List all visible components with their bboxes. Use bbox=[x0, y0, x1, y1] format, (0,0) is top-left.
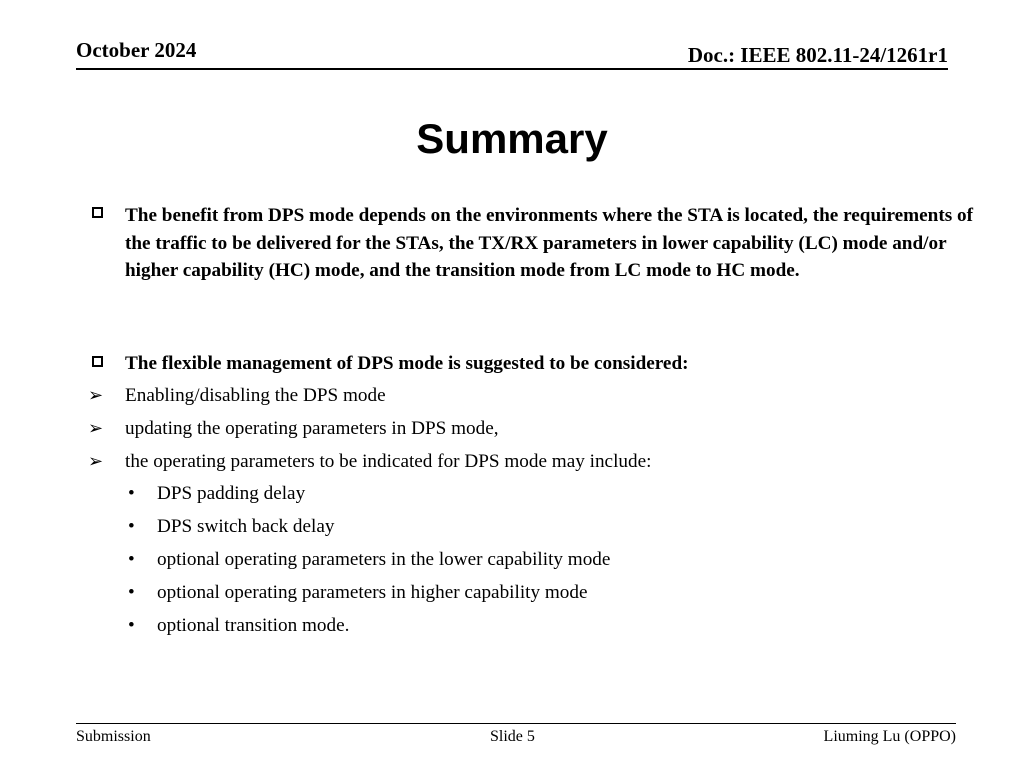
dot-bullet-icon: • bbox=[128, 483, 135, 504]
arrow-bullet-icon: ➢ bbox=[88, 451, 104, 472]
square-bullet-icon bbox=[92, 207, 103, 218]
header-date: October 2024 bbox=[76, 38, 197, 62]
dot-bullet-icon: • bbox=[128, 582, 135, 603]
arrow-item-enable-disable: Enabling/disabling the DPS mode bbox=[125, 385, 386, 406]
sub-item-transition-mode: optional transition mode. bbox=[157, 615, 350, 636]
bullet-paragraph-benefit: The benefit from DPS mode depends on the environments where the STA is located, the requirements of the traffic to be delivered for the STAs, the TX/RX parameters in lower capability (LC) mode and/or higher capability (HC) mode, and the transition mode from LC mode to HC mode. bbox=[125, 205, 973, 281]
sub-item-higher-capability: optional operating parameters in higher capability mode bbox=[157, 582, 588, 603]
header-divider bbox=[76, 68, 948, 70]
square-bullet-icon bbox=[92, 356, 103, 367]
arrow-bullet-icon: ➢ bbox=[88, 385, 104, 406]
arrow-bullet-icon: ➢ bbox=[88, 418, 104, 439]
bullet-paragraph-flexible-management: The flexible management of DPS mode is suggested to be considered: bbox=[125, 353, 689, 374]
arrow-item-updating: updating the operating parameters in DPS mode, bbox=[125, 418, 499, 439]
dot-bullet-icon: • bbox=[128, 549, 135, 570]
footer-divider bbox=[76, 723, 956, 724]
sub-item-lower-capability: optional operating parameters in the lower capability mode bbox=[157, 549, 611, 570]
slide-title: Summary bbox=[416, 115, 608, 162]
dot-bullet-icon: • bbox=[128, 615, 135, 636]
footer-author: Liuming Lu (OPPO) bbox=[823, 728, 956, 745]
footer-submission: Submission bbox=[76, 728, 151, 745]
dot-bullet-icon: • bbox=[128, 516, 135, 537]
arrow-item-parameters: the operating parameters to be indicated for DPS mode may include: bbox=[125, 451, 652, 472]
header-doc-id: Doc.: IEEE 802.11-24/1261r1 bbox=[687, 43, 948, 67]
sub-item-switch-back-delay: DPS switch back delay bbox=[157, 516, 335, 537]
footer-slide-number: Slide 5 bbox=[490, 728, 535, 745]
sub-item-padding-delay: DPS padding delay bbox=[157, 483, 306, 504]
